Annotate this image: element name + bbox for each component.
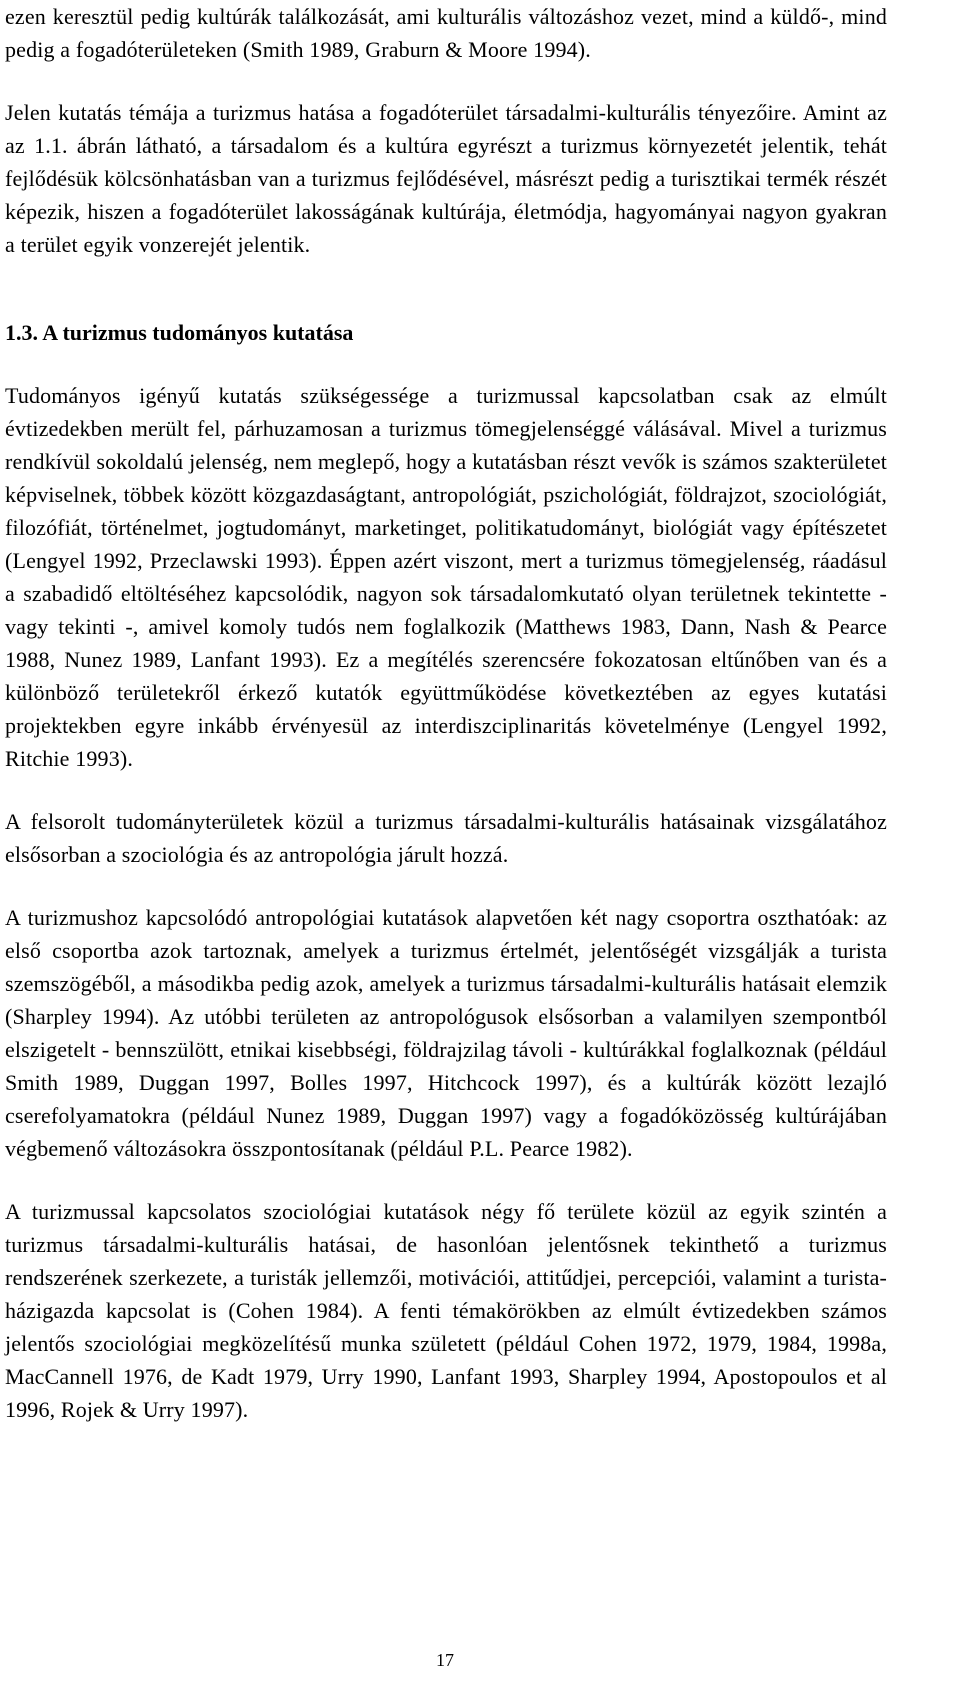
- paragraph-scientific-research: Tudományos igényű kutatás szükségessége a turizmussal kapcsolatban csak az elmúlt évtizedekben merült fel, párhuzamosan a turizmus tömegjelenséggé válásával. Mivel a turizmus rendkívül sokoldalú jelenség, nem meglepő, hogy a kutatásban részt vevők is számos szakterületet képviselnek, többek között közgazdaságtant, antropológiát, pszichológiát, földrajzot, szociológiát, filozófiát, történelmet, jogtudományt, marketinget, politikatudományt, biológiát vagy építészetet (Lengyel 1992, Przeclawski 1993). Éppen azért viszont, mert a turizmus tömegjelenség, ráadásul a szabadidő eltöltéséhez kapcsolódik, nagyon sok társadalomkutató olyan területnek tekintette - vagy tekinti -, amivel komoly tudós nem foglalkozik (Matthews 1983, Dann, Nash & Pearce 1988, Nunez 1989, Lanfant 1993). Ez a megítélés szerencsére fokozatosan eltűnőben van és a különböző területekről érkező kutatók együttműködése következtében az egyes kutatási projektekben egyre inkább érvényesül az interdiszciplinaritás követelménye (Lengyel 1992, Ritchie 1993).: [5, 383, 887, 771]
- paragraph-disciplines: A felsorolt tudományterületek közül a turizmus társadalmi-kulturális hatásainak vizsgálatához elsősorban a szociológia és az antropológia járult hozzá.: [5, 809, 887, 867]
- paragraph-anthropology: A turizmushoz kapcsolódó antropológiai kutatások alapvetően két nagy csoportra oszthatóak: az első csoportba azok tartoznak, amelyek a turizmus értelmét, jelentőségét vizsgálják a turista szemszögéből, a másodikba pedig azok, amelyek a turizmus társadalmi-kulturális hatásait elemzik (Sharpley 1994). Az utóbbi területen az antropológusok elsősorban a valamilyen szempontból elszigetelt - bennszülött, etnikai kisebbségi, földrajzilag távoli - kultúrákkal foglalkoznak (például Smith 1989, Duggan 1997, Bolles 1997, Hitchcock 1997), és a kultúrák között lezajló cserefolyamatokra (például Nunez 1989, Duggan 1997) vagy a fogadóközösség kultúrájában végbemenő változásokra összpontosítanak (például P.L. Pearce 1982).: [5, 905, 887, 1161]
- paragraph-sociology: A turizmussal kapcsolatos szociológiai kutatások négy fő területe közül az egyik szintén a turizmus társadalmi-kulturális hatásai, de hasonlóan jelentősnek tekinthető a turizmus rendszerének szerkezete, a turisták jellemzői, motivációi, attitűdjei, percepciói, valamint a turista-házigazda kapcsolat is (Cohen 1984). A fenti témakörökben az elmúlt évtizedekben számos jelentős szociológiai megközelítésű munka született (például Cohen 1972, 1979, 1984, 1998a, MacCannell 1976, de Kadt 1979, Urry 1990, Lanfant 1993, Sharpley 1994, Apostopoulos et al 1996, Rojek & Urry 1997).: [5, 1199, 887, 1422]
- paragraph-research-topic: Jelen kutatás témája a turizmus hatása a fogadóterület társadalmi-kulturális tényezőire. Amint az az 1.1. ábrán látható, a társadalom és a kultúra egyrészt a turizmus környezetét jelentik, tehát fejlődésük kölcsönhatásban van a turizmus fejlődésével, másrészt pedig a turisztikai termék részét képezik, hiszen a fogadóterület lakosságának kultúrája, életmódja, hagyományai nagyon gyakran a terület egyik vonzerejét jelentik.: [5, 100, 887, 257]
- paragraph-intro-continuation: ezen keresztül pedig kultúrák találkozását, ami kulturális változáshoz vezet, mind a küldő-, mind pedig a fogadóterületeken (Smith 1989, Graburn & Moore 1994).: [5, 4, 887, 62]
- document-page: [5, 0, 887, 1426]
- page-number: 17: [436, 1650, 454, 1670]
- section-heading: 1.3. A turizmus tudományos kutatása: [5, 320, 354, 345]
